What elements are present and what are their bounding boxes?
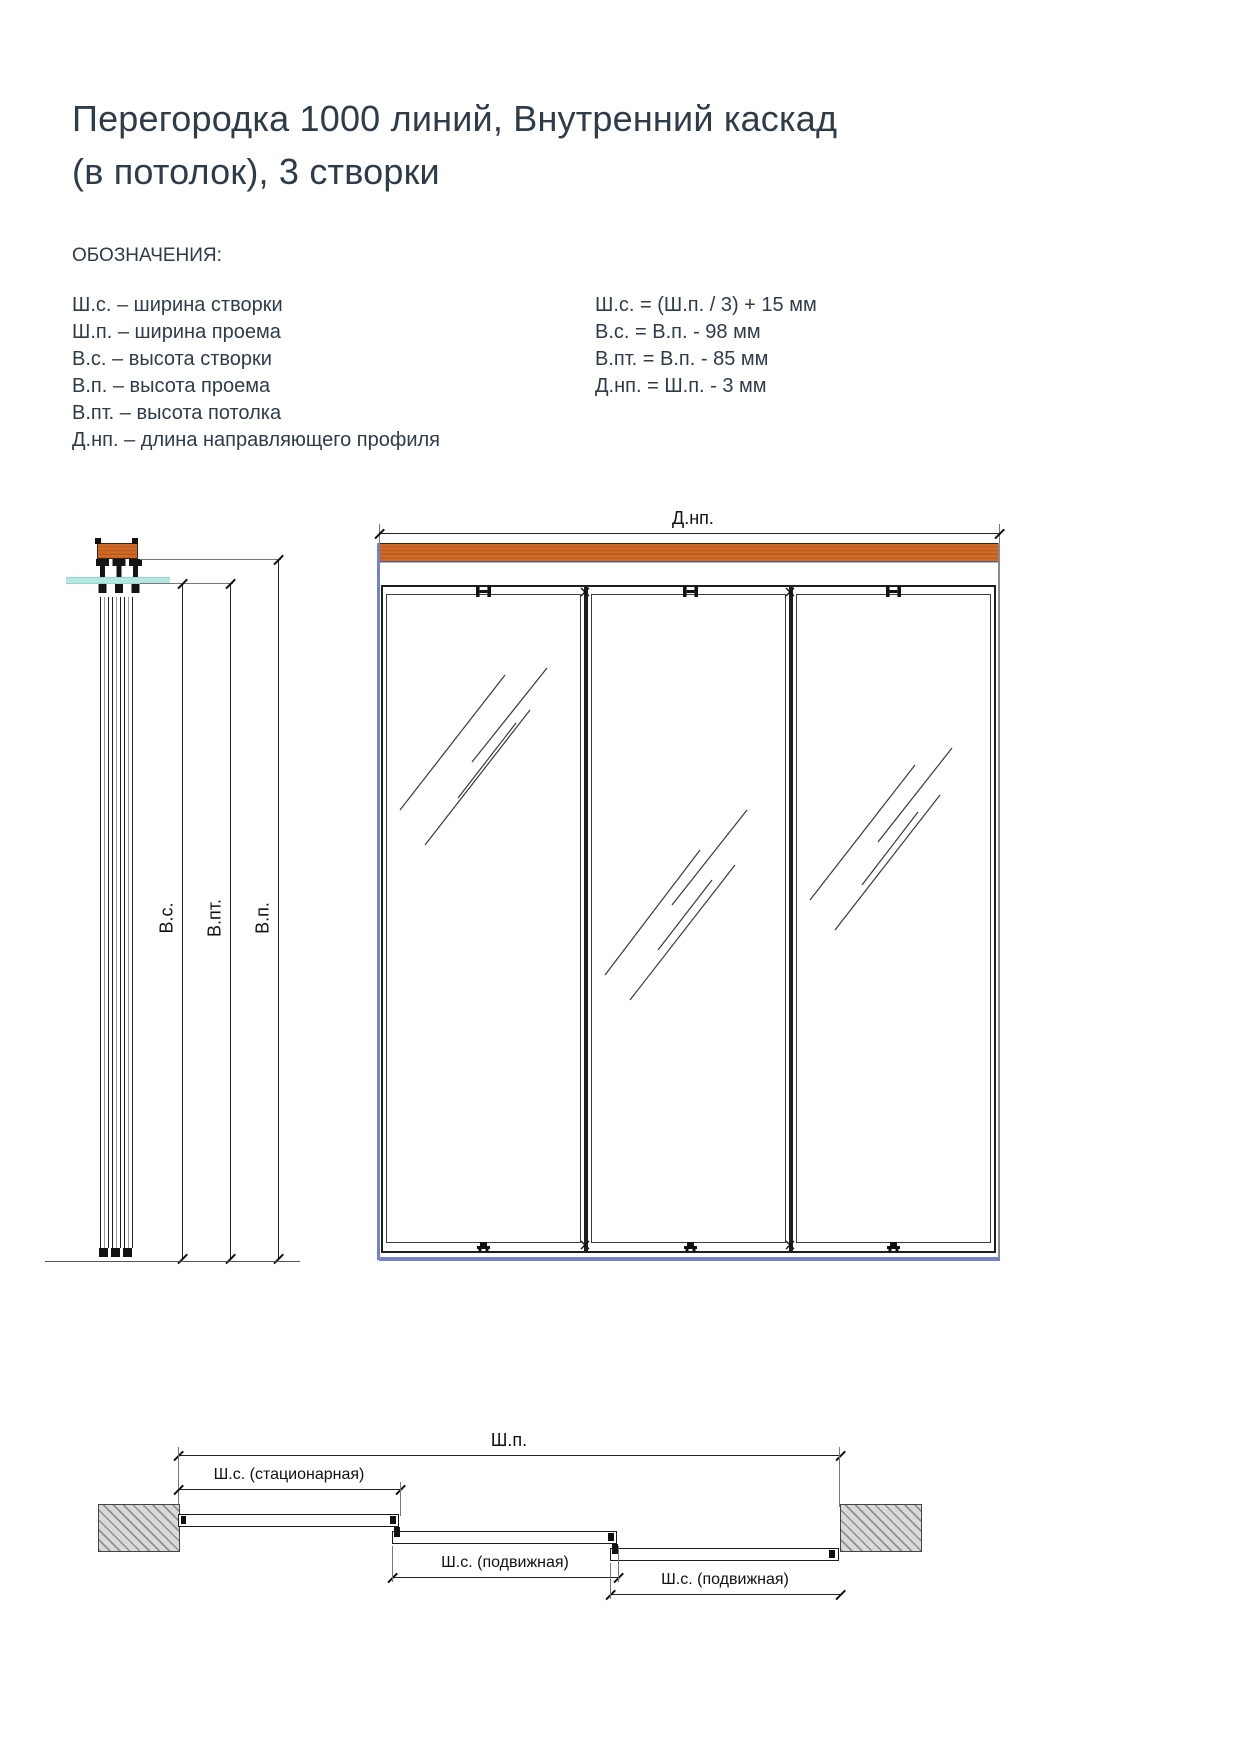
dim-line-opening-height: [278, 559, 279, 1259]
extension-line: [618, 1546, 619, 1582]
legend-formulas: [595, 292, 817, 400]
legend-definition: В.с. – высота створки: [72, 348, 272, 370]
dim-label-ceiling-height: В.пт.: [204, 898, 225, 938]
track-clamp-left: [95, 538, 101, 544]
reflection-lines: [379, 585, 1000, 1261]
rail-bottom-edge: [379, 561, 1000, 563]
extension-line: [839, 1447, 840, 1507]
floor-line-left: [45, 1261, 300, 1262]
bar-fitting: [390, 1516, 396, 1524]
page-title-line2: (в потолок), 3 створки: [72, 151, 440, 192]
legend-definition: Ш.п. – ширина проема: [72, 321, 281, 343]
dim-label-profile-length: Д.нп.: [672, 508, 714, 528]
bar-fitting: [829, 1550, 835, 1558]
legend-definition: В.п. – высота проема: [72, 375, 271, 397]
side-panel-foot: [123, 1248, 132, 1257]
side-panel-strip: [124, 597, 133, 1248]
floor-guide-icon: [477, 1242, 490, 1252]
page-title: [72, 92, 837, 198]
dim-line-sash-movable-1: [392, 1577, 618, 1578]
junction-mark: [785, 1240, 795, 1250]
extension-line: [610, 1563, 611, 1599]
panel-bar-movable-2: [610, 1548, 839, 1561]
dim-label-sash-movable-2: Ш.с. (подвижная): [661, 1571, 789, 1588]
dim-label-opening-width: Ш.п.: [490, 1430, 528, 1450]
dim-label-sash-stationary: Ш.с. (стационарная): [213, 1466, 365, 1483]
legend-definition: Д.нп. – длина направляющего профиля: [72, 429, 441, 451]
dim-label-sash-movable-1: Ш.с. (подвижная): [441, 1554, 569, 1571]
legend-formula: Ш.с. = (Ш.п. / 3) + 15 мм: [595, 294, 817, 316]
extension-line: [392, 1546, 393, 1582]
dim-label-opening-height: В.п.: [252, 902, 273, 934]
bar-fitting: [394, 1527, 400, 1537]
bar-fitting: [608, 1533, 614, 1541]
extension-line: [140, 559, 281, 560]
dim-line-profile-length: [379, 533, 1000, 534]
legend-definition: В.пт. – высота потолка: [72, 402, 282, 424]
legend-heading: ОБОЗНАЧЕНИЯ:: [72, 245, 222, 266]
track-rail-section: [97, 543, 138, 559]
extension-line: [140, 583, 233, 584]
guide-rail: [379, 543, 1000, 562]
side-panel-strip: [112, 597, 121, 1248]
floor-line: [379, 1257, 1000, 1261]
floor-guide-icon: [684, 1242, 697, 1252]
dim-line-sash-height: [182, 583, 183, 1259]
page-title-line1: Перегородка 1000 линий, Внутренний каскад: [72, 98, 838, 139]
wall-block-right: [840, 1504, 922, 1552]
panel-bar-stationary: [178, 1514, 399, 1527]
side-panel-foot: [99, 1248, 108, 1257]
extension-line: [400, 1482, 401, 1516]
side-panel-foot: [111, 1248, 120, 1257]
extension-line: [178, 1447, 179, 1507]
legend-definition: Ш.с. – ширина створки: [72, 294, 283, 316]
legend-formula: В.с. = В.п. - 98 мм: [595, 321, 761, 343]
dim-line-sash-stationary: [178, 1489, 400, 1490]
side-panel-strip: [100, 597, 109, 1248]
legend-formula: В.пт. = В.п. - 85 мм: [595, 348, 769, 370]
junction-mark: [580, 1240, 590, 1250]
legend-formula: Д.нп. = Ш.п. - 3 мм: [595, 375, 767, 397]
dim-line-opening-width: [178, 1455, 840, 1456]
floor-guide-icon: [887, 1242, 900, 1252]
track-clamp-right: [132, 538, 138, 544]
dim-line-ceiling-height: [230, 583, 231, 1259]
legend-definitions: [72, 292, 440, 454]
dim-label-sash-height: В.с.: [156, 902, 177, 934]
panel-bar-movable-1: [392, 1531, 617, 1544]
wall-block-left: [98, 1504, 180, 1552]
dim-line-sash-movable-2: [610, 1594, 840, 1595]
bar-fitting: [181, 1516, 186, 1524]
